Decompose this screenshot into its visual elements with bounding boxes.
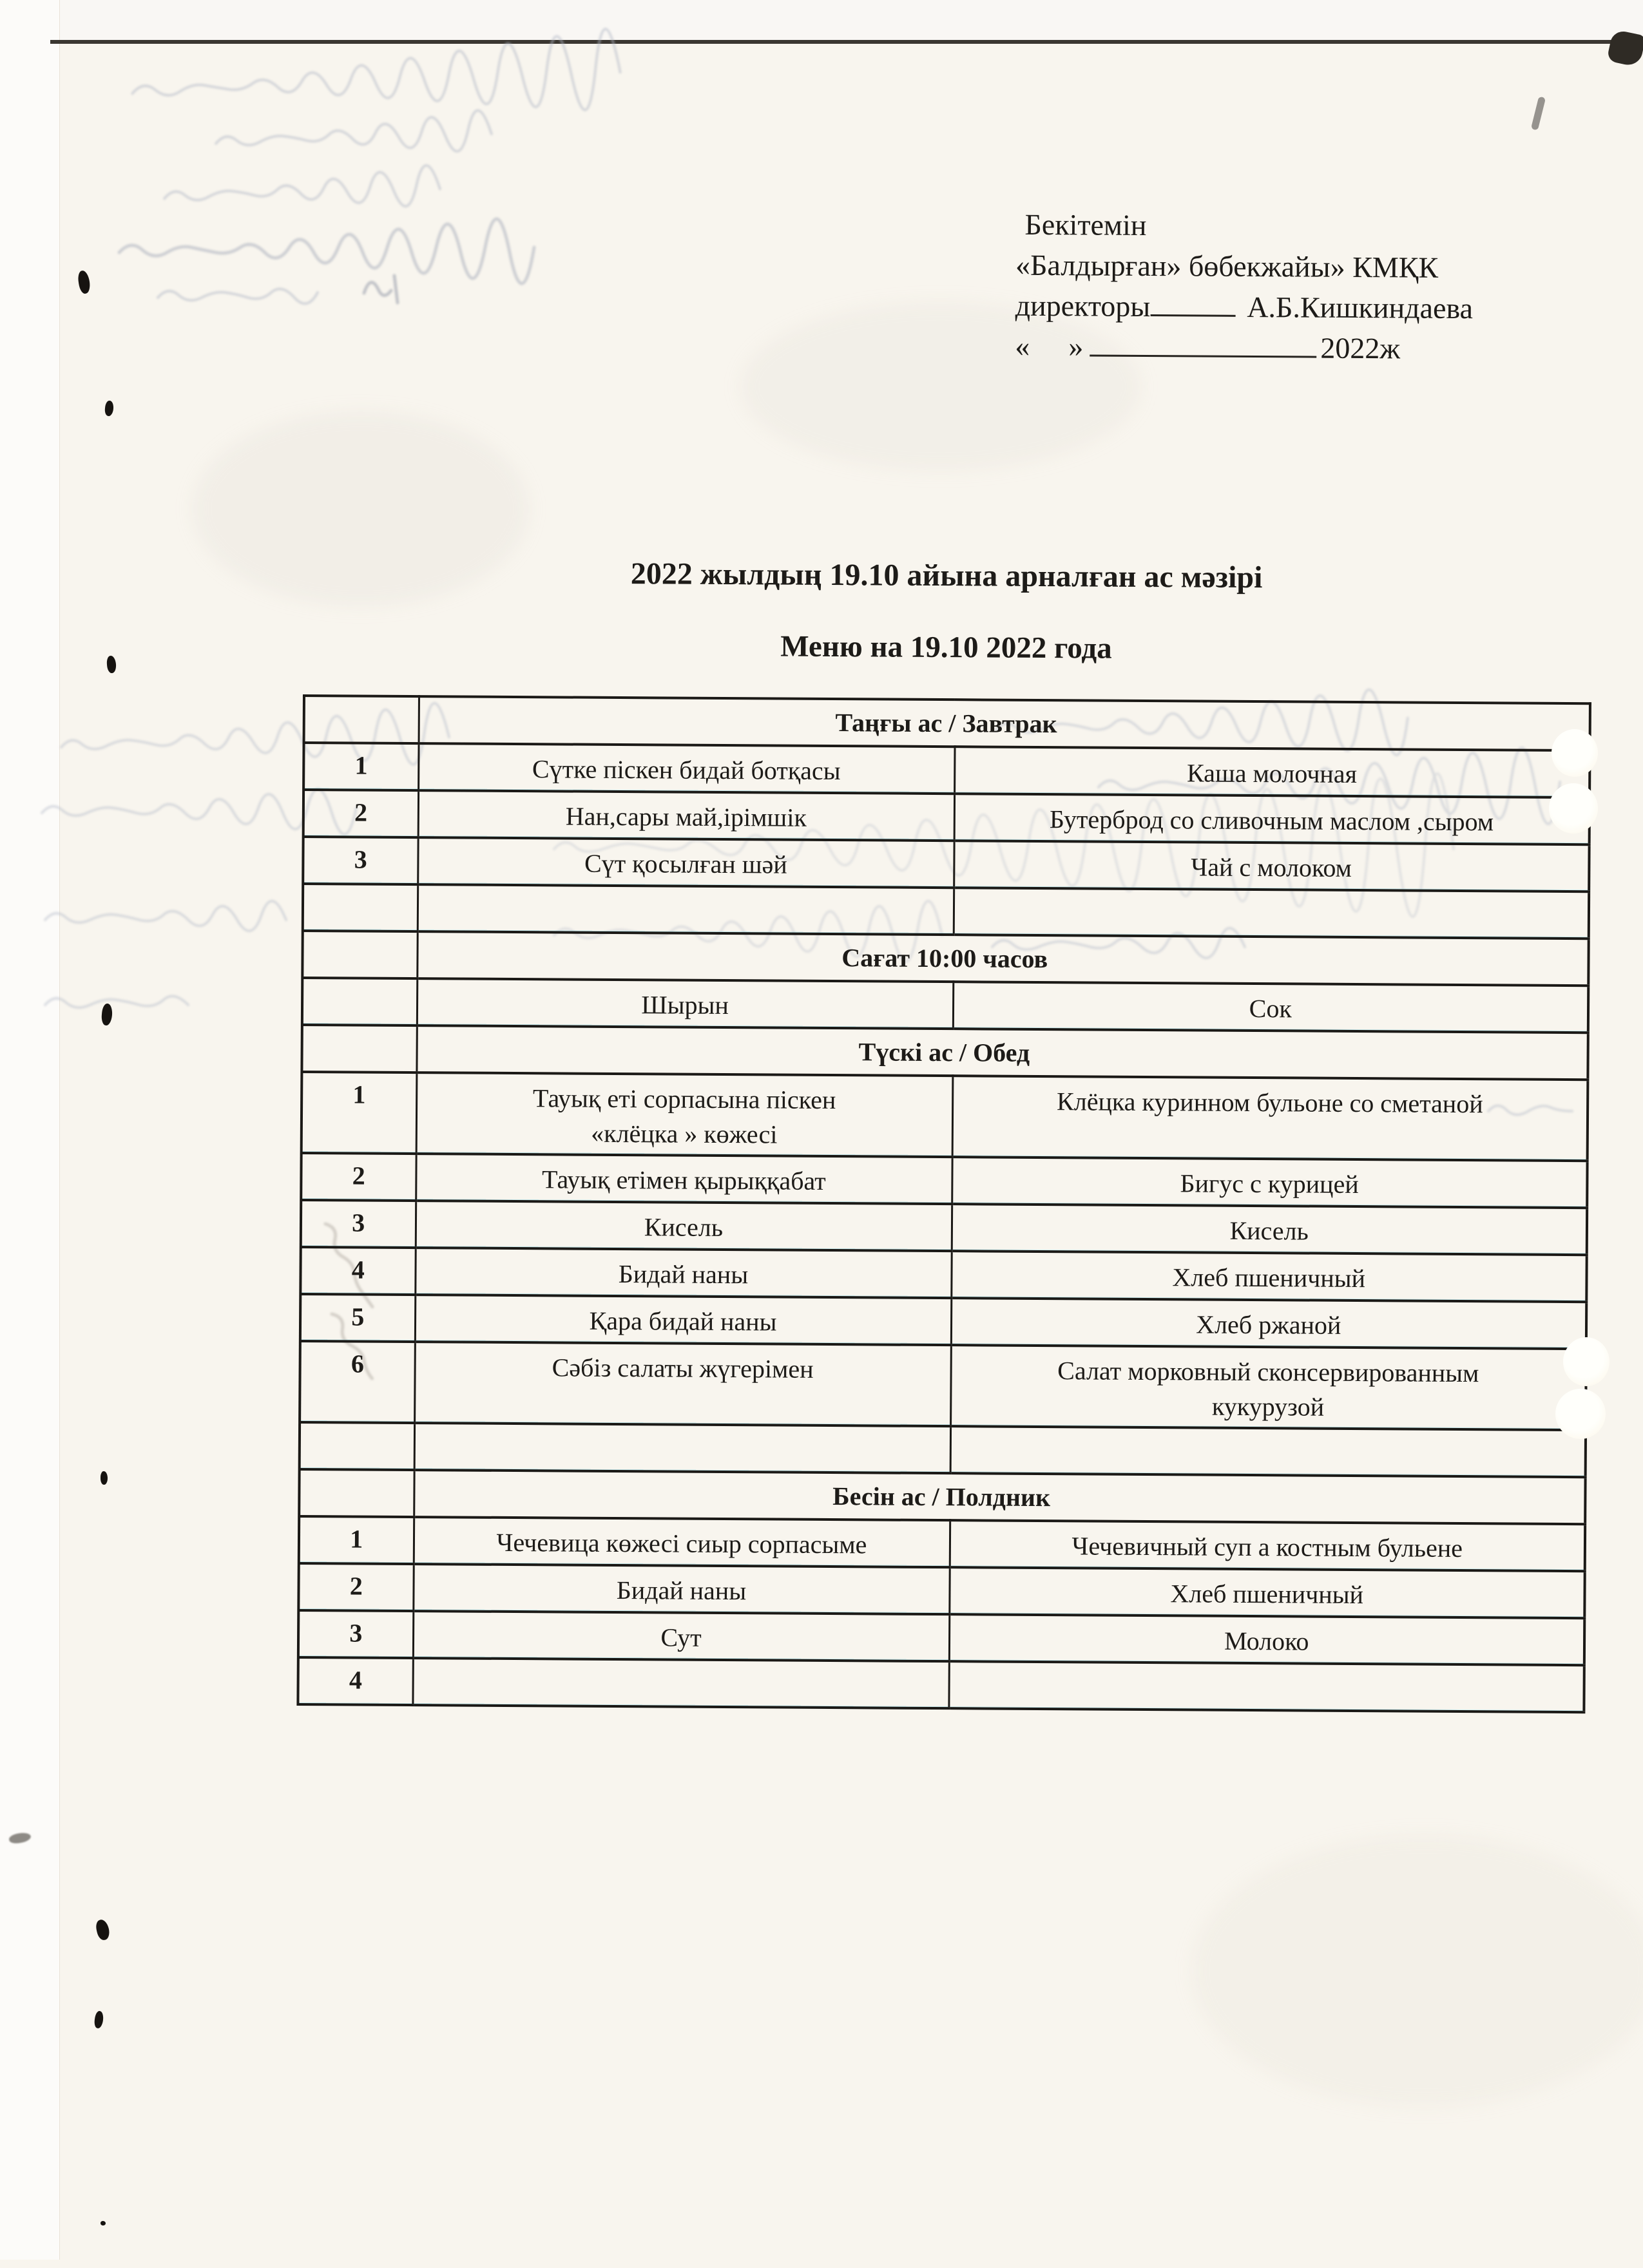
num-cell: 3 <box>298 1610 413 1658</box>
section-header-cell: Таңғы ас / Завтрак <box>419 696 1590 750</box>
spacer-row <box>300 1422 1586 1477</box>
russian-dish-cell: Хлеб пшеничный <box>951 1251 1586 1302</box>
num-cell: 6 <box>300 1341 415 1423</box>
num-cell: 1 <box>303 743 418 790</box>
menu-row <box>301 1153 1587 1208</box>
russian-dish-cell: Молоко <box>949 1614 1584 1665</box>
russian-dish-cell: Хлеб пшеничный <box>949 1567 1584 1618</box>
kazakh-dish-cell <box>412 1658 948 1708</box>
page-title-kk: 2022 жылдың 19.10 айына арналған ас мәзірі <box>630 557 1263 595</box>
num-cell <box>302 1025 416 1072</box>
num-cell: 2 <box>301 1153 416 1201</box>
kazakh-dish-cell: Чечевица көжесі сиыр сорпасыме <box>414 1517 950 1567</box>
section-header-cell: Сағат 10:00 часов <box>417 931 1588 986</box>
director-name: А.Б.Кишкиндаева <box>1247 290 1474 325</box>
kazakh-dish-cell: Тауық еті сорпасына піскен «клёцка » көжесі <box>416 1072 953 1157</box>
kazakh-dish-cell: Бидай наны <box>413 1564 949 1614</box>
date-line <box>1090 326 1316 357</box>
menu-row <box>298 1610 1584 1665</box>
kazakh-dish-cell: Тауық етімен қырыққабат <box>416 1154 952 1204</box>
section-header-cell: Түскі ас / Обед <box>416 1025 1588 1080</box>
section-header-cell: Бесін ас / Полдник <box>414 1470 1585 1524</box>
num-cell: 2 <box>303 790 418 837</box>
menu-row <box>299 1516 1585 1571</box>
russian-dish-cell: Кисель <box>952 1204 1587 1255</box>
kazakh-dish-cell: Сүт қосылған шәй <box>418 837 954 888</box>
menu-row <box>300 1341 1586 1430</box>
kazakh-dish-cell: Шырын <box>417 978 953 1029</box>
menu-row <box>301 1200 1587 1255</box>
kazakh-dish-cell: Қара бидай наны <box>415 1295 951 1345</box>
page-title-ru: Меню на 19.10 2022 года <box>780 629 1112 665</box>
section-header-row <box>302 1025 1588 1080</box>
menu-row <box>303 837 1589 891</box>
num-cell <box>302 931 417 978</box>
num-cell: 1 <box>299 1516 414 1564</box>
menu-row <box>303 790 1590 844</box>
russian-dish-cell <box>950 1426 1586 1477</box>
director-label: директоры <box>1015 289 1151 323</box>
menu-table <box>296 694 1591 1713</box>
num-cell: 2 <box>298 1563 413 1611</box>
approval-block <box>1015 204 1609 370</box>
kazakh-dish-cell: Сүтке піскен бидай ботқасы <box>418 743 954 794</box>
kazakh-dish-cell <box>414 1423 950 1473</box>
white-correction-dot <box>1563 1337 1609 1386</box>
russian-dish-cell: Салат морковный сконсервированным кукурузой <box>950 1345 1586 1430</box>
kazakh-dish-cell: Сәбіз салаты жүгерімен <box>414 1342 951 1426</box>
approval-line3 <box>1015 285 1608 330</box>
kazakh-dish-cell <box>418 884 954 935</box>
white-correction-dot <box>1552 729 1598 777</box>
num-cell: 3 <box>303 837 418 884</box>
white-correction-dot <box>1549 783 1598 834</box>
menu-row <box>303 743 1590 797</box>
num-cell: 1 <box>302 1072 417 1154</box>
num-cell: 4 <box>298 1657 412 1705</box>
russian-dish-cell: Каша молочная <box>954 747 1590 797</box>
close-quote: » <box>1068 330 1084 363</box>
russian-dish-cell: Клёцка куринном бульоне со сметаной <box>952 1076 1588 1161</box>
num-cell: 4 <box>300 1247 415 1295</box>
num-cell: 3 <box>301 1200 416 1248</box>
menu-row <box>298 1563 1584 1618</box>
section-header-row <box>304 696 1590 750</box>
num-cell <box>304 696 419 743</box>
ink-blob <box>101 1471 108 1485</box>
russian-dish-cell: Сок <box>953 982 1588 1033</box>
russian-dish-cell: Бутерброд со сливочным маслом ,сыром <box>954 794 1590 844</box>
ink-blob <box>101 2221 106 2225</box>
approval-line1: Бекітемін <box>1024 207 1147 242</box>
num-cell <box>299 1469 414 1517</box>
approval-line2: «Балдырған» бөбекжайы» КМҚК <box>1015 248 1439 284</box>
kazakh-dish-cell: Сут <box>413 1611 949 1661</box>
num-cell: 5 <box>300 1294 415 1342</box>
signature-line <box>1150 286 1235 317</box>
num-cell <box>302 978 417 1025</box>
russian-dish-cell <box>954 888 1589 939</box>
russian-dish-cell <box>948 1661 1584 1712</box>
russian-dish-cell: Чай с молоком <box>954 841 1589 891</box>
section-header-row <box>299 1469 1585 1524</box>
white-correction-dot <box>1555 1389 1606 1439</box>
kazakh-dish-cell: Кисель <box>416 1201 952 1251</box>
section-header-row <box>302 931 1588 986</box>
russian-dish-cell: Чечевичный суп а костным бульене <box>950 1520 1585 1571</box>
approval-line4 <box>1015 326 1608 370</box>
menu-row <box>300 1294 1586 1349</box>
kazakh-dish-cell: Нан,сары май,ірімшік <box>418 790 954 841</box>
russian-dish-cell: Бигус с курицей <box>952 1157 1587 1208</box>
menu-row <box>302 978 1588 1033</box>
menu-row <box>302 1072 1588 1161</box>
spacer-row <box>303 884 1589 939</box>
menu-row <box>300 1247 1586 1302</box>
num-cell <box>303 884 418 931</box>
open-quote: « <box>1015 329 1030 363</box>
menu-row <box>298 1657 1584 1712</box>
kazakh-dish-cell: Бидай наны <box>415 1248 951 1298</box>
approval-year: 2022ж <box>1320 331 1401 365</box>
num-cell <box>300 1422 414 1470</box>
russian-dish-cell: Хлеб ржаной <box>951 1298 1586 1349</box>
